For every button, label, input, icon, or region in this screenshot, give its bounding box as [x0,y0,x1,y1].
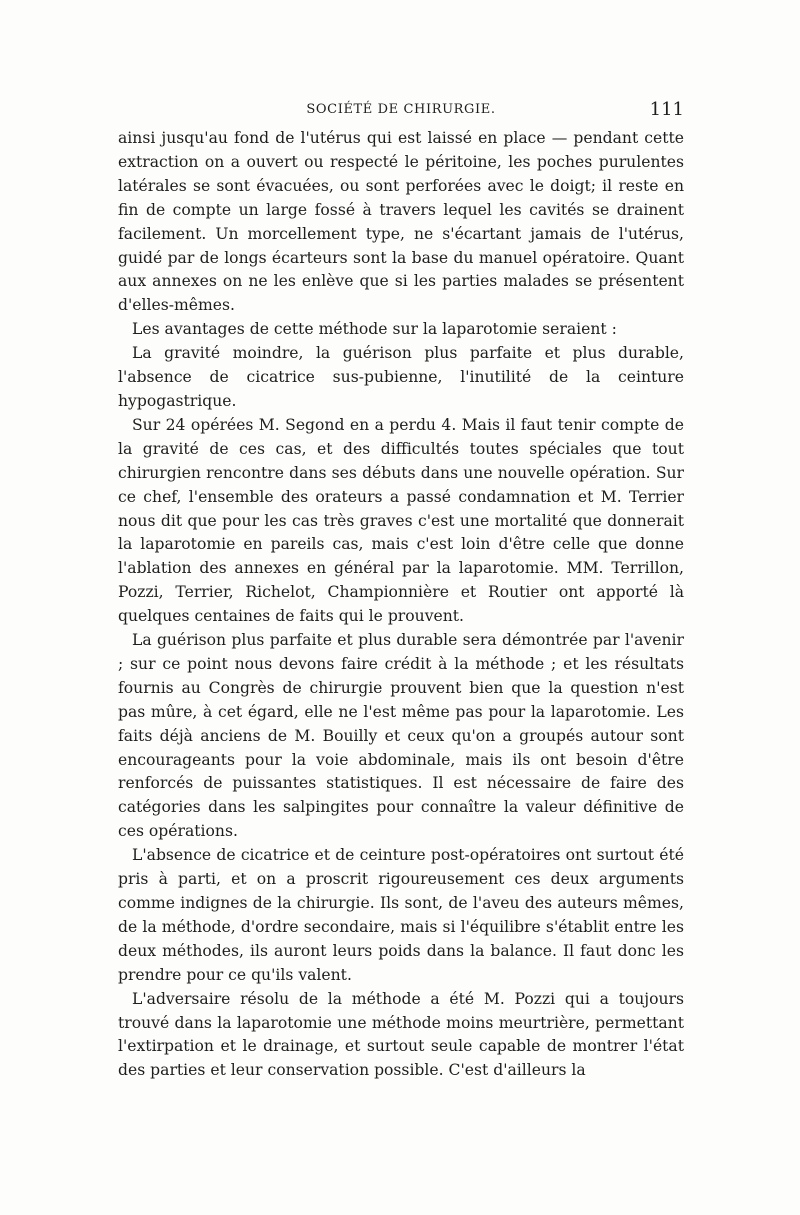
paragraph-avantages: Les avantages de cette méthode sur la laparotomie seraient : [132,320,617,339]
running-head [118,98,684,122]
paragraph-adversaire: L'adversaire résolu de la méthode a été M. Pozzi qui a toujours trouvé dans la laparotomie une méthode moins meurtrière, permettant l'extirpation et le drainage, et surtout seule capable de montrer l'état des parties et leur conservation possible. C'est d'ailleurs la [118,989,684,1080]
body-text [118,127,684,1083]
page-number: 111 [649,99,684,120]
paragraph-guerison: La guérison plus parfaite et plus durable sera démontrée par l'avenir ; sur ce point nous devons faire crédit à la méthode ; et les résultats fournis au Congrès de chirurgie prouvent bien que la question n'est pas mûre, à cet égard, elle ne l'est même pas pour la laparotomie. Les faits déjà anciens de M. Bouilly et ceux qu'on a groupés autour sont encourageants pour la voie abdominale, mais ils ont besoin d'être renforcés de puissantes statistiques. Il est nécessaire de faire des catégories dans les salpingites pour connaître la valeur définitive de ces opérations. [118,631,684,841]
paragraph-operees: Sur 24 opérées M. Segond en a perdu 4. Mais il faut tenir compte de la gravité de ces cas, et des difficultés toutes spéciales que tout chirurgien rencontre dans ses débuts dans une nouvelle opération. Sur ce chef, l'ensemble des orateurs a passé condamnation et M. Terrier nous dit que pour les cas très graves c'est une mortalité que donnerait la laparotomie en pareils cas, mais c'est loin d'être celle que donne l'ablation des annexes en général par la laparotomie. MM. Terrillon, Pozzi, Terrier, Richelot, Championnière et Routier ont apporté là quelques centaines de faits qui le prouvent. [118,415,684,626]
paragraph-gravite: La gravité moindre, la guérison plus parfaite et plus durable, l'absence de cicatrice sus-pubienne, l'inutilité de la ceinture hypogastrique. [118,344,684,410]
running-title: SOCIÉTÉ DE CHIRURGIE. [306,102,496,117]
paragraph-cicatrice: L'absence de cicatrice et de ceinture post-opératoires ont surtout été pris à parti, et on a proscrit rigoureusement ces deux arguments comme indignes de la chirurgie. Ils sont, de l'aveu des auteurs mêmes, de la méthode, d'ordre secondaire, mais si l'équilibre s'établit entre les deux méthodes, ils auront leurs poids dans la balance. Il faut donc les prendre pour ce qu'ils valent. [118,846,684,984]
paragraph-continuation: ainsi jusqu'au fond de l'utérus qui est laissé en place — pendant cette extraction on a ouvert ou respecté le péritoine, les poches purulentes latérales se sont évacuées, ou sont perforées avec le doigt; il reste en fin de compte un large fossé à travers lequel les cavités se drainent facilement. Un morcellement type, ne s'écartant jamais de l'utérus, guidé par de longs écarteurs sont la base du manuel opératoire. Quant aux annexes on ne les enlève que si les parties malades se présentent d'elles-mêmes. [118,129,684,315]
